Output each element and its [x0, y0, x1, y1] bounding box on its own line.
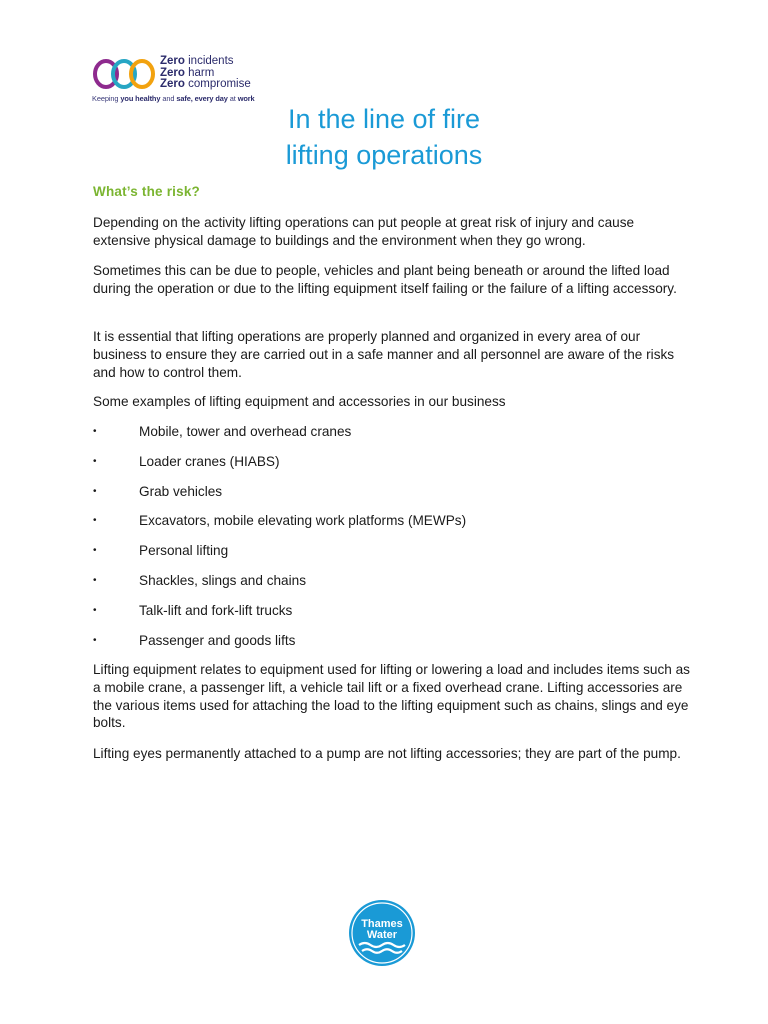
list-item-text: Loader cranes (HIABS) — [139, 453, 280, 469]
bullet-icon: • — [93, 634, 97, 646]
bullet-icon: • — [93, 485, 97, 497]
zero-incidents-logo — [92, 56, 262, 106]
title-line-2: lifting operations — [285, 140, 483, 170]
logo-incidents: incidents — [188, 55, 234, 67]
logo-zero-3: Zero — [160, 78, 185, 90]
paragraph-text: Sometimes this can be due to people, vehicles and plant being beneath or around the lifted load during the operation or due to the lifting equipment itself failing or the failure of a lifting accessory. — [93, 263, 677, 296]
paragraph-text: It is essential that lifting operations are properly planned and organized in every area of our business to ensure they are carried out in a safe manner and all personnel are aware of the risks and how to control them. — [93, 329, 675, 380]
title-line-1: In the line of fire — [287, 104, 481, 134]
bullet-icon: • — [93, 426, 97, 437]
list-item-text: Personal lifting — [139, 543, 229, 559]
paragraph-5 — [93, 661, 693, 732]
tagline-part: Keeping — [92, 94, 121, 103]
section-heading: What’s the risk? — [93, 184, 200, 199]
bullet-icon: • — [93, 515, 97, 527]
logo-word-1: Thames — [361, 918, 403, 930]
logo-word-2: Water — [366, 929, 398, 941]
logo-compromise: compromise — [188, 78, 251, 90]
tagline-part: you healthy — [120, 94, 161, 103]
list-item — [93, 602, 693, 632]
logo-zero-2: Zero — [160, 66, 185, 79]
bullet-icon: • — [93, 574, 97, 586]
paragraph-1 — [93, 214, 693, 250]
paragraph-4 — [93, 393, 693, 411]
logo-zero-1: Zero — [160, 55, 185, 67]
paragraph-2 — [93, 262, 693, 298]
bullet-list — [93, 423, 693, 661]
paragraph-text: Lifting equipment relates to equipment used for lifting or lowering a load and includes items such as a mobile crane, a passenger lift, a vehicle tail lift or a fixed overhead crane. Lifting accessories are the various items used for attaching the load to the lifting equipment such as chains, slings and eye bolts. — [93, 662, 690, 731]
tagline-part: work — [237, 94, 255, 103]
list-item — [93, 572, 693, 602]
list-item — [93, 423, 693, 453]
paragraph-3 — [93, 328, 693, 381]
list-item-text: Grab vehicles — [139, 483, 223, 499]
bullet-icon: • — [93, 604, 97, 616]
tagline-part: at — [227, 94, 238, 103]
bullet-icon: • — [93, 455, 97, 467]
list-item — [93, 483, 693, 513]
tagline-part: and — [160, 94, 177, 103]
list-item-text: Passenger and goods lifts — [139, 632, 296, 648]
bullet-icon: • — [93, 545, 97, 557]
list-item — [93, 453, 693, 483]
paragraph-text: Depending on the activity lifting operations can put people at great risk of injury and cause extensive physical damage to buildings and the environment when they go wrong. — [93, 215, 635, 248]
thames-water-logo — [347, 898, 417, 968]
list-item — [93, 542, 693, 572]
list-item-text: Talk-lift and fork-lift trucks — [139, 602, 293, 618]
list-item-text: Shackles, slings and chains — [139, 572, 306, 588]
tagline-part: safe, every day — [176, 94, 228, 103]
list-item — [93, 632, 693, 662]
paragraph-text: Some examples of lifting equipment and accessories in our business — [93, 394, 506, 409]
paragraph-6 — [93, 745, 693, 763]
logo-harm: harm — [188, 66, 215, 79]
page-title — [0, 101, 768, 173]
list-item — [93, 512, 693, 542]
list-item-text: Mobile, tower and overhead cranes — [139, 424, 352, 439]
paragraph-text: Lifting eyes permanently attached to a pump are not lifting accessories; they are part of the pump. — [93, 746, 681, 761]
logo-text — [160, 56, 251, 91]
list-item-text: Excavators, mobile elevating work platforms (MEWPs) — [139, 513, 467, 529]
rings-icon — [92, 57, 158, 91]
